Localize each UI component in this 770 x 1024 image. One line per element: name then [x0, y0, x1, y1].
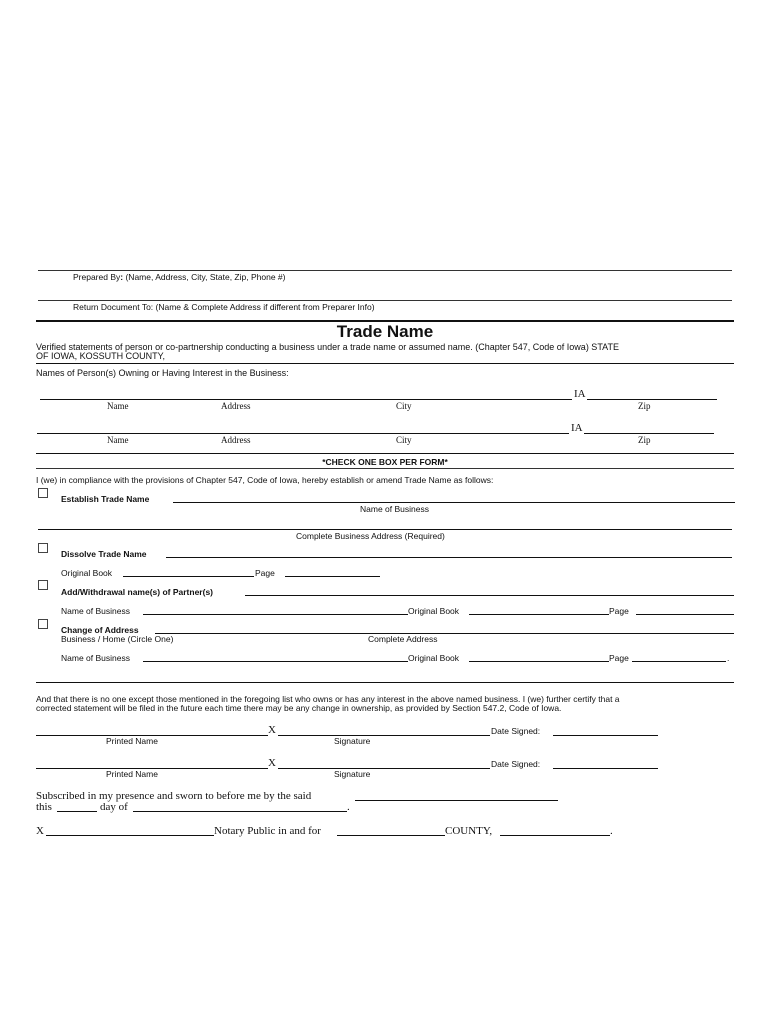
change-address-business-line[interactable] — [143, 661, 408, 662]
owner-zip-line-1[interactable] — [587, 399, 717, 400]
prepared-by-label: Prepared By: (Name, Address, City, State, Zip, Phone #) — [73, 272, 286, 282]
signature-label-2: Signature — [334, 769, 371, 779]
prepared-by-line — [38, 270, 732, 271]
compliance-text: I (we) in compliance with the provisions of Chapter 547, Code of Iowa, hereby establish or amend Trade Name as follows: — [36, 475, 494, 485]
certify-rule — [36, 682, 734, 683]
signature-x-1: X — [268, 724, 276, 736]
change-address-complete-address: Complete Address — [368, 634, 438, 644]
notary-period-2: . — [610, 825, 613, 837]
owner-name-label-1: Name — [107, 401, 129, 411]
dissolve-page-line[interactable] — [285, 576, 380, 577]
owner-address-label-1: Address — [221, 401, 251, 411]
add-withdraw-partner-line[interactable] — [245, 595, 734, 596]
change-address-original-book-line[interactable] — [469, 661, 609, 662]
owner-name-label-2: Name — [107, 435, 129, 445]
notary-year-line[interactable] — [500, 835, 610, 836]
check-one-bottom-rule — [36, 468, 734, 469]
change-address-original-book-label: Original Book — [408, 653, 460, 663]
signature-line-2[interactable] — [278, 768, 490, 769]
dissolve-label: Dissolve Trade Name — [61, 549, 147, 559]
dissolve-checkbox[interactable] — [38, 543, 48, 553]
add-withdraw-page-line[interactable] — [636, 614, 734, 615]
change-address-page-label: Page — [609, 653, 629, 663]
establish-name-line[interactable] — [173, 502, 735, 503]
owner-state-1: IA — [574, 388, 586, 400]
signature-line-1[interactable] — [278, 735, 490, 736]
notary-day-of-label: day of — [100, 801, 128, 813]
change-address-end-period: . — [727, 653, 730, 663]
add-withdraw-label: Add/Withdrawal name(s) of Partner(s) — [61, 587, 213, 597]
printed-name-label-1: Printed Name — [106, 736, 158, 746]
notary-subscribed-text: Subscribed in my presence and sworn to before me by the said — [36, 790, 312, 802]
owner-state-2: IA — [571, 422, 583, 434]
date-signed-label-2: Date Signed: — [491, 759, 541, 769]
return-to-line — [38, 300, 732, 301]
return-to-label: Return Document To: (Name & Complete Address if different from Preparer Info) — [73, 302, 375, 312]
prepared-by-fields: (Name, Address, City, State, Zip, Phone #) — [125, 272, 286, 282]
intro-rule — [36, 363, 734, 364]
change-address-label: Change of Address — [61, 625, 139, 635]
notary-period-1: . — [347, 801, 350, 813]
certify-line-1: And that there is no one except those mentioned in the foregoing list who owns or has any interest in the above named business. I (we) further certify that a — [36, 694, 620, 704]
add-withdraw-name-of-business-label: Name of Business — [61, 606, 130, 616]
notary-x: X — [36, 825, 44, 837]
date-signed-line-2[interactable] — [553, 768, 658, 769]
establish-complete-address: Complete Business Address (Required) — [296, 531, 445, 541]
intro-line-1: Verified statements of person or co-partnership conducting a business under a trade name or assumed name. (Chapter 547, Code of Iowa) STATE — [36, 342, 619, 352]
dissolve-original-book-label: Original Book — [61, 568, 113, 578]
dissolve-name-line[interactable] — [166, 557, 732, 558]
add-withdraw-checkbox[interactable] — [38, 580, 48, 590]
certify-line-2: corrected statement will be filed in the future each time there may be any change in ownership, as provided by Section 547.2, Code of Iowa. — [36, 703, 562, 713]
owner-line-2[interactable] — [37, 433, 569, 434]
notary-sworn-by-line[interactable] — [355, 800, 558, 801]
notary-day-line[interactable] — [57, 811, 97, 812]
change-address-page-line[interactable] — [632, 661, 726, 662]
signature-label-1: Signature — [334, 736, 371, 746]
owner-city-label-1: City — [396, 401, 412, 411]
add-withdraw-business-line[interactable] — [143, 614, 408, 615]
date-signed-label-1: Date Signed: — [491, 726, 541, 736]
dissolve-page-label: Page — [255, 568, 275, 578]
page-title: Trade Name — [336, 322, 434, 341]
establish-address-line[interactable] — [38, 529, 732, 530]
add-withdraw-original-book-line[interactable] — [469, 614, 609, 615]
add-withdraw-original-book-label: Original Book — [408, 606, 460, 616]
owner-zip-line-2[interactable] — [584, 433, 714, 434]
change-address-checkbox[interactable] — [38, 619, 48, 629]
owner-address-label-2: Address — [221, 435, 251, 445]
date-signed-line-1[interactable] — [553, 735, 658, 736]
check-one-notice: *CHECK ONE BOX PER FORM* — [322, 457, 448, 467]
signature-x-2: X — [268, 757, 276, 769]
notary-county-line[interactable] — [337, 835, 445, 836]
notary-county-label: COUNTY, — [445, 825, 493, 837]
establish-label: Establish Trade Name — [61, 494, 150, 504]
owners-label: Names of Person(s) Owning or Having Interest in the Business: — [36, 368, 289, 378]
owner-city-label-2: City — [396, 435, 412, 445]
notary-month-line[interactable] — [133, 811, 347, 812]
notary-public-label: Notary Public in and for — [214, 825, 321, 837]
owner-line-1[interactable] — [40, 399, 572, 400]
printed-name-label-2: Printed Name — [106, 769, 158, 779]
notary-signature-line[interactable] — [46, 835, 214, 836]
establish-checkbox[interactable] — [38, 488, 48, 498]
notary-this-label: this — [36, 801, 52, 813]
change-address-business-home[interactable]: Business / Home (Circle One) — [61, 634, 174, 644]
change-address-name-of-business-label: Name of Business — [61, 653, 130, 663]
add-withdraw-page-label: Page — [609, 606, 629, 616]
intro-line-2: OF IOWA, KOSSUTH COUNTY, — [36, 351, 166, 361]
owner-zip-label-1: Zip — [638, 401, 651, 411]
establish-name-of-business: Name of Business — [360, 504, 429, 514]
dissolve-original-book-line[interactable] — [123, 576, 254, 577]
owner-zip-label-2: Zip — [638, 435, 651, 445]
change-address-line[interactable] — [155, 633, 734, 634]
check-one-top-rule — [36, 453, 734, 454]
